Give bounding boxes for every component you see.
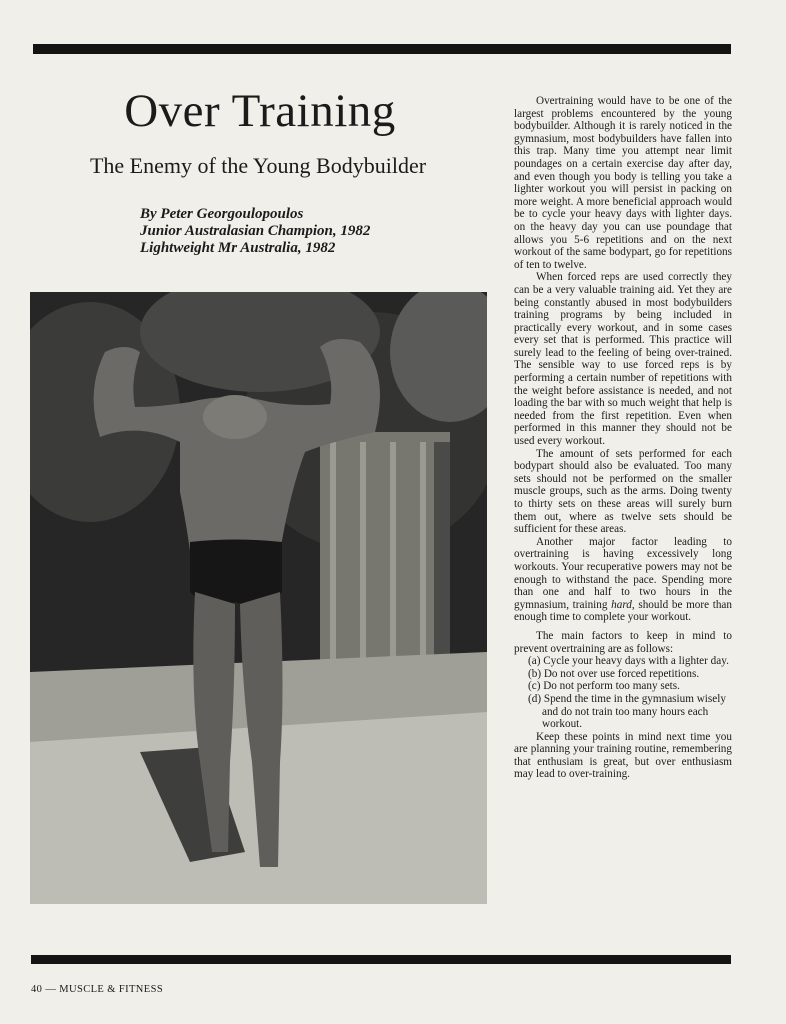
byline [140,206,470,257]
article-subtitle: The Enemy of the Young Bodybuilder [89,153,427,178]
closing-paragraph: Keep these points in mind next time you are planning your training routine, remembering that enthusiam is great, but over enthusiasm may lead to over-training. [514,730,732,781]
article-title: Over Training [124,85,396,137]
byline-author: By Peter Georgoulopoulos [140,206,304,222]
paragraph-4-start: Another major factor leading to overtraining is having excessively long workouts. Your recuperative powers may not be enough to withstand the pace. Spending more than one and half to two hours in the gymnasium, training [514,535,732,611]
paragraph-4-emphasis: hard, [611,598,635,611]
factors-intro: The main factors to keep in mind to prevent overtraining are as follows: [514,629,732,655]
factor-item: (b) Do not over use forced repetitions. [528,667,700,680]
byline-title-2: Lightweight Mr Australia, 1982 [140,240,336,256]
factor-item: (c) Do not perform too many sets. [528,680,680,693]
byline-title-1: Junior Australasian Champion, 1982 [140,223,371,239]
top-rule [33,44,731,54]
factor-item: (a) Cycle your heavy days with a lighter day. [528,655,729,668]
bottom-rule [31,955,731,964]
page-footer: 40 — MUSCLE & FITNESS [31,984,164,995]
bodybuilder-photo [30,292,487,904]
paragraph-4-end: should be more than enough time to complete your workout. [514,598,732,624]
body-paragraph: The amount of sets performed for each bodypart should also be evaluated. Too many sets should not be performed on the smaller muscle groups, such as the arms. Doing twenty to thirty sets on these areas will surely burn them out, where as twelve sets should be sufficient for these areas. [514,447,732,536]
factors-list [514,655,732,731]
photo-illustration [30,292,487,904]
article-body [514,95,732,781]
body-paragraph [514,536,732,624]
body-paragraph: When forced reps are used correctly they can be a very valuable training aid. Yet they are being constantly abused in most bodybuilders training programs by being included in practically every workout, and in some cases every set that is performed. This practice will surely lead to the feeling of being over-trained. The sensible way to use forced reps is by performing a certain number of repetitions with the weight before assistance is needed, and not loading the bar with so much weight that help is needed from the first repetition. Even when performed in this manner they should not be used every workout. [514,271,732,448]
factor-item: (d) Spend the time in the gymnasium wisely and do not train too many hours each workout. [528,692,726,731]
body-paragraph: Overtraining would have to be one of the largest problems encountered by the young bodybuilder. Although it is rarely noticed in the gymnasium, most bodybuilders have fallen into this trap. Many time you attempt near limit poundages on a certain exercise day after day, and even though you body is telling you take a lighter workout you will persist in packing on more weight. A more beneficial approach would be to cycle your heavy days with lighter days. on the heavy day you can use poundage that allows you 5-6 repetitions and on the next workout of the same bodypart, go for repetitions of ten to twelve. [514,95,732,271]
